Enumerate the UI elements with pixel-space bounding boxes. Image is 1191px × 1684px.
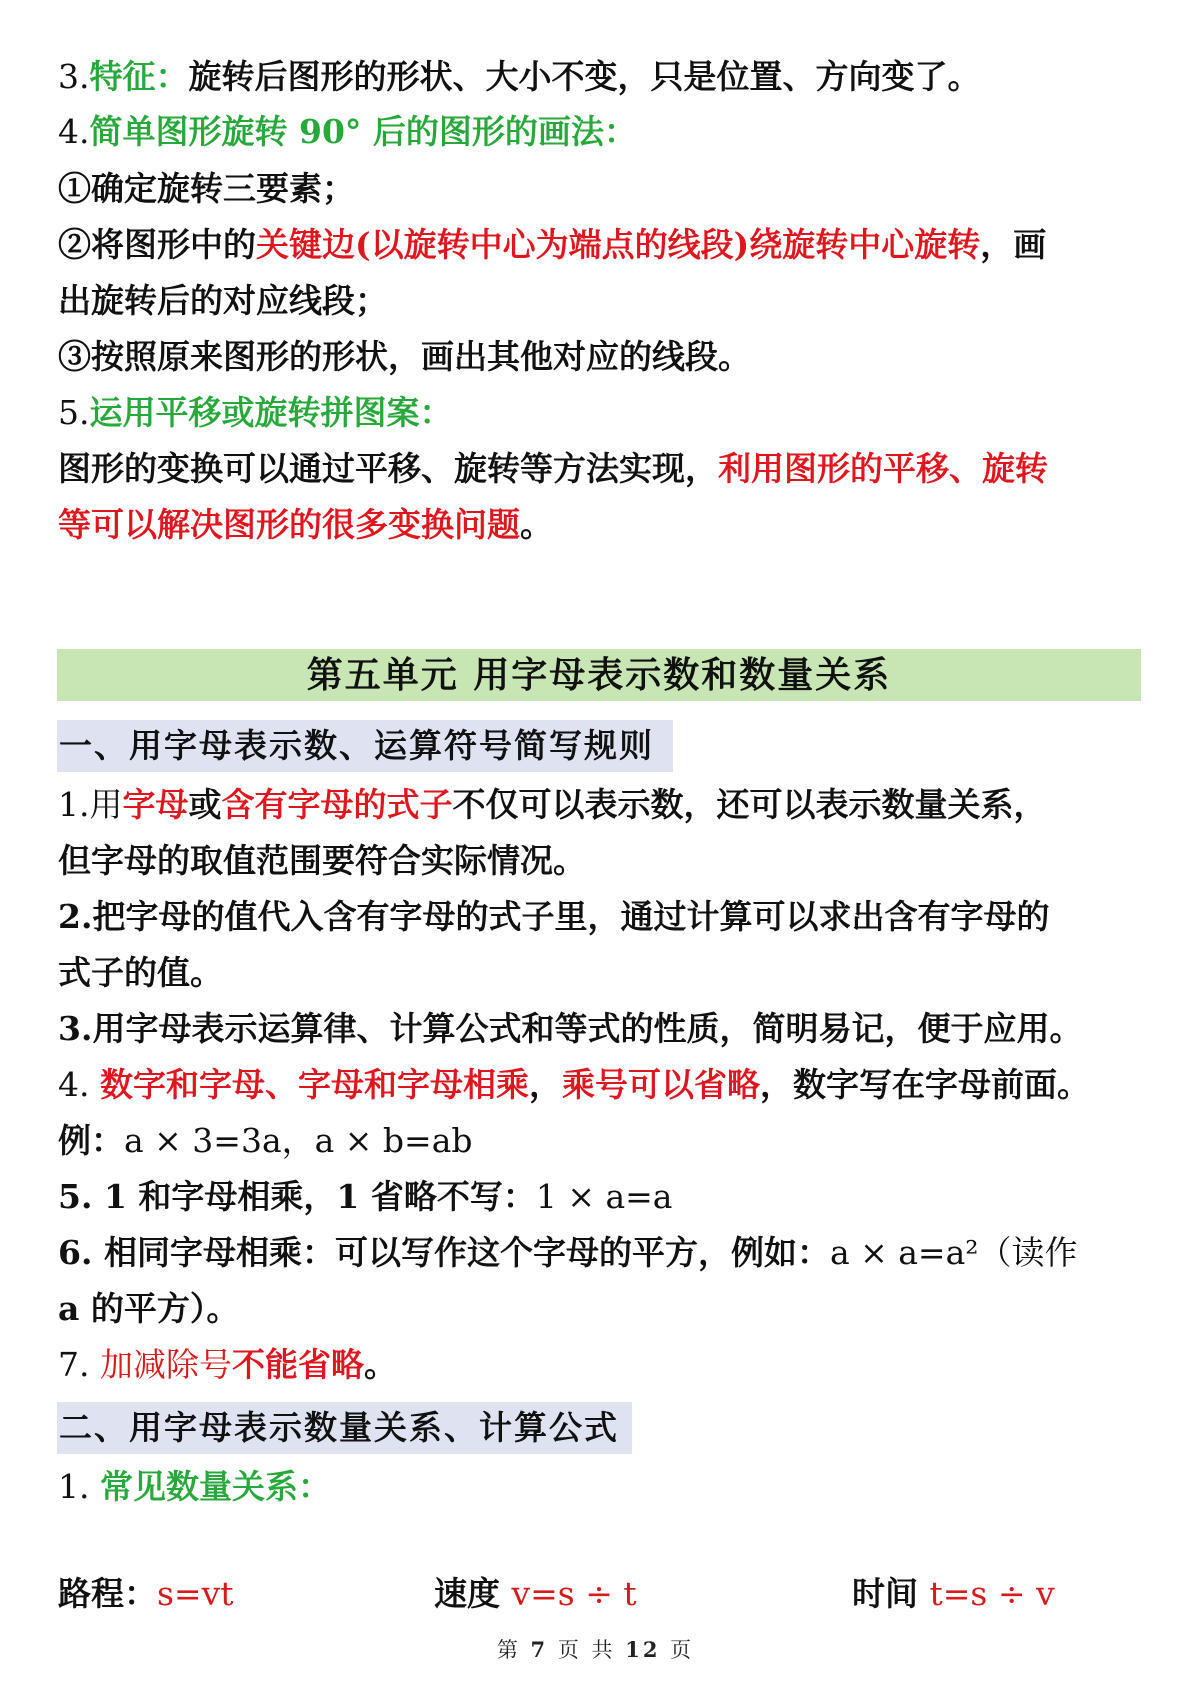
- formula-text: t=s ÷ v: [929, 1574, 1055, 1613]
- section1-item-1: 1.用字母或含有字母的式子不仅可以表示数，还可以表示数量关系，: [58, 785, 1047, 824]
- section-header-1: [57, 720, 673, 772]
- rotation-item-3: 3.特征：旋转后图形的形状、大小不变，只是位置、方向变了。: [58, 57, 981, 96]
- section1-item-3: 3.用字母表示运算律、计算公式和等式的性质，简明易记，便于应用。: [58, 1009, 1083, 1048]
- highlight-text: 字母: [122, 785, 189, 824]
- formula-speed: 速度 v=s ÷ t: [434, 1574, 637, 1613]
- rotation-step-2: ②将图形中的关键边(以旋转中心为端点的线段)绕旋转中心旋转，画: [58, 225, 1047, 264]
- section-title: 二、用字母表示数量关系、计算公式: [59, 1408, 619, 1447]
- rotation-step-1: ①确定旋转三要素；: [58, 169, 355, 208]
- highlight-text: 数字和字母: [99, 1065, 265, 1104]
- section1-item-4: 4. 数字和字母、字母和字母相乘，乘号可以省略，数字写在字母前面。: [58, 1065, 1090, 1104]
- highlight-text: 加减除号: [99, 1345, 232, 1384]
- section1-item-6: 6. 相同字母相乘：可以写作这个字母的平方，例如：a × a=a²（读作: [58, 1233, 1078, 1272]
- section1-item-7: 7. 加减除号不能省略。: [58, 1345, 397, 1384]
- highlight-text: 含有字母的式子: [221, 785, 453, 824]
- highlight-text: 不能省略: [231, 1345, 364, 1384]
- rotation-item-5-body-cont: 等可以解决图形的很多变换问题。: [58, 505, 553, 544]
- highlight-text: 字母和字母相乘: [297, 1065, 529, 1104]
- formula-text: v=s ÷ t: [511, 1574, 637, 1613]
- formula-text: s=vt: [157, 1574, 234, 1613]
- rotation-item-5-body: 图形的变换可以通过平移、旋转等方法实现，利用图形的平移、旋转: [58, 449, 1048, 488]
- formula-time: 时间 t=s ÷ v: [852, 1574, 1055, 1613]
- section2-item-1: 1. 常见数量关系：: [58, 1467, 331, 1506]
- item-label: 特征：: [89, 57, 189, 96]
- section1-item-1-cont: 但字母的取值范围要符合实际情况。: [58, 841, 586, 880]
- section1-item-4-example: 例：a × 3=3a，a × b=ab: [58, 1121, 473, 1160]
- rotation-item-4: 4.简单图形旋转 90° 后的图形的画法：: [58, 112, 637, 151]
- section1-item-5: 5. 1 和字母相乘，1 省略不写：1 × a=a: [58, 1177, 673, 1216]
- item-label: 常见数量关系：: [99, 1467, 331, 1506]
- rotation-item-5: 5.运用平移或旋转拼图案：: [58, 393, 453, 432]
- highlight-text: 关键边(以旋转中心为端点的线段)绕旋转中心旋转: [256, 225, 981, 264]
- formula-distance: 路程：s=vt: [58, 1574, 234, 1613]
- highlight-text: 利用图形的平移、旋转: [718, 449, 1048, 488]
- item-label: 运用平移或旋转拼图案：: [89, 393, 453, 432]
- rotation-step-2-cont: 出旋转后的对应线段；: [58, 281, 388, 320]
- item-label: 简单图形旋转 90° 后的图形的画法：: [89, 112, 637, 151]
- highlight-text: 等可以解决图形的很多变换问题: [58, 505, 520, 544]
- section1-item-6-cont: a 的平方）。: [58, 1289, 240, 1328]
- section-title: 一、用字母表示数、运算符号简写规则: [59, 726, 654, 765]
- section1-item-2-cont: 式子的值。: [58, 953, 223, 992]
- section-header-2: [57, 1402, 632, 1454]
- highlight-text: 乘号可以省略: [561, 1065, 760, 1104]
- unit-title: 第五单元 用字母表示数和数量关系: [306, 654, 892, 696]
- rotation-step-3: ③按照原来图形的形状，画出其他对应的线段。: [58, 337, 751, 376]
- unit-header: [57, 649, 1141, 701]
- page-number-footer: 第 7 页 共 12 页: [496, 1637, 695, 1662]
- section1-item-2: 2.把字母的值代入含有字母的式子里，通过计算可以求出含有字母的: [58, 897, 1050, 936]
